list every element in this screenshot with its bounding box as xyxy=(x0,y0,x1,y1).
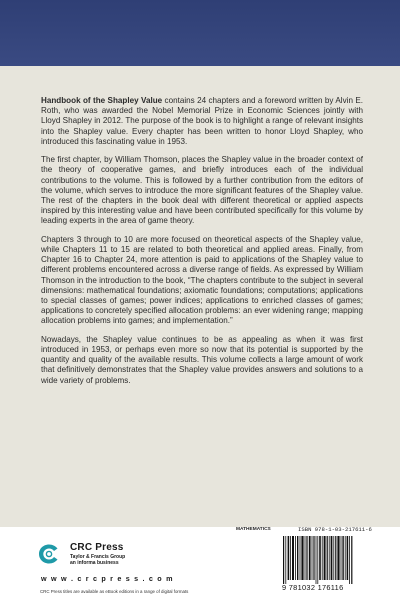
publisher-group: Taylor & Francis Group xyxy=(70,554,126,560)
barcode-icon xyxy=(279,536,359,590)
book-title: Handbook of the Shapley Value xyxy=(41,96,163,105)
top-color-band xyxy=(0,0,400,66)
publisher-name: CRC Press xyxy=(70,542,124,553)
publisher-informa: an informa business xyxy=(70,560,119,566)
crc-press-logo-icon xyxy=(37,543,61,565)
description-paragraph-2: The first chapter, by William Thomson, places the Shapley value in the broader context of the theory of cooperative games, and briefly introduces each of the individual contributions to the volume. This is followed by a further contribution from the editors of the volume, which serves to introduce the more significant features of the Shapley value. The rest of the chapters in the book deal with different theoretical or applied aspects inspired by this interesting value and have been contributed specifically for this volume by leading experts in the area of game theory. xyxy=(41,155,363,226)
description-paragraph-1 xyxy=(41,96,363,147)
barcode-number: 9 781032 176116 xyxy=(282,583,344,592)
description-paragraph-4: Nowadays, the Shapley value continues to be as appealing as when it was first introduced in 1953, or perhaps even more so now that its potential is supported by the quantity and quality of the available results. This volume collects a large amount of work that definitively demonstrates that the Shapley value provides answers and solutions to a wide variety of problems. xyxy=(41,334,363,385)
description-paragraph-3: Chapters 3 through to 10 are more focused on theoretical aspects of the Shapley value, while Chapters 11 to 15 are related to both theoretical and applied areas. Finally, from Chapter 16 to Chapter 24, more attention is paid to applications of the Shapley value to different problems encountered across a diverse range of fields. As expressed by William Thomson in the introduction to the book, “The chapters contribute to the subject in several dimensions: mathematical foundations; axiomatic foundations; computations; applications to special classes of games; power indices; applications to enriched classes of games; applications to concretely specified allocation problems: an ever widening range; mapping allocation problems into games; and implementation.” xyxy=(41,234,363,326)
subject-category: MATHEMATICS xyxy=(236,527,271,532)
description-paragraph-1-text: contains 24 chapters and a foreword written by Alvin E. Roth, who was awarded the Nobel Memorial Prize in Economic Sciences jointly with Lloyd Shapley in 2012. The purpose of the book is to highlight a range of relevant insights into the Shapley value. Every chapter has been written to honor Lloyd Shapley, who introduced this fascinating value in 1953. xyxy=(41,96,364,146)
publisher-url: w w w . c r c p r e s s . c o m xyxy=(41,574,174,583)
book-description xyxy=(41,96,363,394)
publisher-logo-text xyxy=(70,542,190,566)
ebook-note: CRC Press titles are available as eBook editions in a range of digital formats xyxy=(40,589,189,594)
isbn-label: ISBN 978-1-03-217611-6 xyxy=(298,526,372,533)
